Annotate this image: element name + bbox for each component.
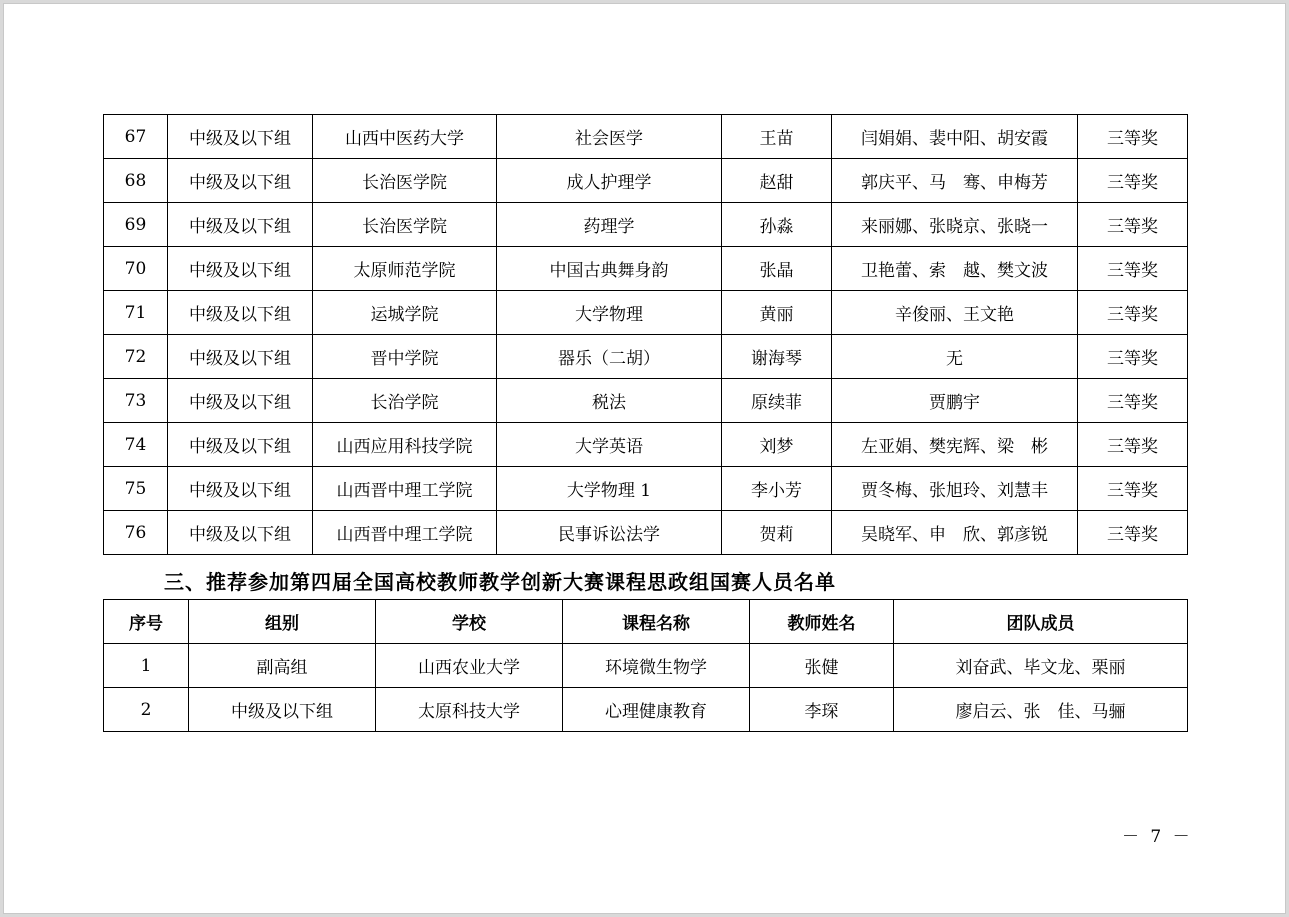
cell-no: 71 bbox=[104, 291, 168, 335]
table-row bbox=[104, 247, 1188, 291]
recommended-list-table bbox=[103, 599, 1188, 732]
cell-teacher: 孙淼 bbox=[722, 203, 832, 247]
cell-teacher: 李琛 bbox=[750, 688, 894, 732]
cell-course: 税法 bbox=[497, 379, 722, 423]
cell-school: 长治医学院 bbox=[313, 203, 497, 247]
cell-no: 76 bbox=[104, 511, 168, 555]
cell-no: 73 bbox=[104, 379, 168, 423]
cell-no: 67 bbox=[104, 115, 168, 159]
cell-award: 三等奖 bbox=[1078, 423, 1188, 467]
header-no: 序号 bbox=[104, 600, 189, 644]
cell-team: 贾鹏宇 bbox=[832, 379, 1078, 423]
cell-group: 中级及以下组 bbox=[168, 159, 313, 203]
cell-teacher: 王苗 bbox=[722, 115, 832, 159]
cell-team: 无 bbox=[832, 335, 1078, 379]
cell-school: 山西应用科技学院 bbox=[313, 423, 497, 467]
cell-course: 大学英语 bbox=[497, 423, 722, 467]
cell-award: 三等奖 bbox=[1078, 511, 1188, 555]
cell-no: 75 bbox=[104, 467, 168, 511]
cell-team: 卫艳蕾、索 越、樊文波 bbox=[832, 247, 1078, 291]
cell-group: 中级及以下组 bbox=[189, 688, 376, 732]
cell-group: 副高组 bbox=[189, 644, 376, 688]
cell-team: 刘奋武、毕文龙、栗丽 bbox=[894, 644, 1188, 688]
cell-group: 中级及以下组 bbox=[168, 423, 313, 467]
table-row bbox=[104, 644, 1188, 688]
cell-no: 70 bbox=[104, 247, 168, 291]
cell-group: 中级及以下组 bbox=[168, 511, 313, 555]
award-list-body bbox=[104, 115, 1188, 555]
cell-team: 闫娟娟、裴中阳、胡安霞 bbox=[832, 115, 1078, 159]
header-group: 组别 bbox=[189, 600, 376, 644]
cell-group: 中级及以下组 bbox=[168, 467, 313, 511]
cell-course: 成人护理学 bbox=[497, 159, 722, 203]
cell-school: 山西晋中理工学院 bbox=[313, 467, 497, 511]
table-row bbox=[104, 291, 1188, 335]
cell-team: 廖启云、张 佳、马骊 bbox=[894, 688, 1188, 732]
cell-group: 中级及以下组 bbox=[168, 203, 313, 247]
cell-school: 运城学院 bbox=[313, 291, 497, 335]
table-row bbox=[104, 115, 1188, 159]
header-school: 学校 bbox=[376, 600, 563, 644]
cell-team: 吴晓军、申 欣、郭彦锐 bbox=[832, 511, 1078, 555]
cell-course: 大学物理 bbox=[497, 291, 722, 335]
cell-school: 山西农业大学 bbox=[376, 644, 563, 688]
table-row bbox=[104, 423, 1188, 467]
cell-award: 三等奖 bbox=[1078, 467, 1188, 511]
table-row bbox=[104, 688, 1188, 732]
cell-group: 中级及以下组 bbox=[168, 335, 313, 379]
table-row bbox=[104, 159, 1188, 203]
cell-course: 药理学 bbox=[497, 203, 722, 247]
header-course: 课程名称 bbox=[563, 600, 750, 644]
cell-group: 中级及以下组 bbox=[168, 291, 313, 335]
cell-team: 辛俊丽、王文艳 bbox=[832, 291, 1078, 335]
cell-group: 中级及以下组 bbox=[168, 379, 313, 423]
cell-team: 来丽娜、张晓京、张晓一 bbox=[832, 203, 1078, 247]
cell-teacher: 贺莉 bbox=[722, 511, 832, 555]
cell-teacher: 张健 bbox=[750, 644, 894, 688]
cell-course: 民事诉讼法学 bbox=[497, 511, 722, 555]
cell-teacher: 黄丽 bbox=[722, 291, 832, 335]
cell-teacher: 李小芳 bbox=[722, 467, 832, 511]
cell-no: 74 bbox=[104, 423, 168, 467]
cell-no: 72 bbox=[104, 335, 168, 379]
cell-school: 山西中医药大学 bbox=[313, 115, 497, 159]
cell-award: 三等奖 bbox=[1078, 115, 1188, 159]
cell-award: 三等奖 bbox=[1078, 379, 1188, 423]
cell-teacher: 原续菲 bbox=[722, 379, 832, 423]
award-list-table bbox=[103, 114, 1188, 555]
cell-no: 1 bbox=[104, 644, 189, 688]
cell-course: 器乐（二胡） bbox=[497, 335, 722, 379]
cell-award: 三等奖 bbox=[1078, 159, 1188, 203]
cell-team: 贾冬梅、张旭玲、刘慧丰 bbox=[832, 467, 1078, 511]
document-page bbox=[3, 3, 1286, 914]
cell-school: 晋中学院 bbox=[313, 335, 497, 379]
cell-award: 三等奖 bbox=[1078, 203, 1188, 247]
cell-no: 68 bbox=[104, 159, 168, 203]
cell-team: 郭庆平、马 骞、申梅芳 bbox=[832, 159, 1078, 203]
cell-course: 中国古典舞身韵 bbox=[497, 247, 722, 291]
cell-teacher: 刘梦 bbox=[722, 423, 832, 467]
cell-group: 中级及以下组 bbox=[168, 115, 313, 159]
page-number: － 7 － bbox=[1122, 827, 1193, 847]
cell-no: 2 bbox=[104, 688, 189, 732]
recommended-list-body bbox=[104, 644, 1188, 732]
cell-school: 山西晋中理工学院 bbox=[313, 511, 497, 555]
cell-award: 三等奖 bbox=[1078, 247, 1188, 291]
cell-course: 心理健康教育 bbox=[563, 688, 750, 732]
header-team: 团队成员 bbox=[894, 600, 1188, 644]
cell-course: 环境微生物学 bbox=[563, 644, 750, 688]
header-teacher: 教师姓名 bbox=[750, 600, 894, 644]
cell-team: 左亚娟、樊宪辉、梁 彬 bbox=[832, 423, 1078, 467]
cell-school: 太原科技大学 bbox=[376, 688, 563, 732]
cell-course: 大学物理 1 bbox=[497, 467, 722, 511]
table-row bbox=[104, 511, 1188, 555]
cell-course: 社会医学 bbox=[497, 115, 722, 159]
cell-school: 长治学院 bbox=[313, 379, 497, 423]
table-row bbox=[104, 335, 1188, 379]
cell-teacher: 谢海琴 bbox=[722, 335, 832, 379]
cell-award: 三等奖 bbox=[1078, 335, 1188, 379]
table-row bbox=[104, 203, 1188, 247]
table-row bbox=[104, 379, 1188, 423]
cell-school: 太原师范学院 bbox=[313, 247, 497, 291]
cell-school: 长治医学院 bbox=[313, 159, 497, 203]
cell-teacher: 赵甜 bbox=[722, 159, 832, 203]
section-3-heading: 三、推荐参加第四届全国高校教师教学创新大赛课程思政组国赛人员名单 bbox=[164, 570, 836, 594]
table-header-row bbox=[104, 600, 1188, 644]
cell-no: 69 bbox=[104, 203, 168, 247]
cell-award: 三等奖 bbox=[1078, 291, 1188, 335]
table-row bbox=[104, 467, 1188, 511]
cell-teacher: 张晶 bbox=[722, 247, 832, 291]
cell-group: 中级及以下组 bbox=[168, 247, 313, 291]
